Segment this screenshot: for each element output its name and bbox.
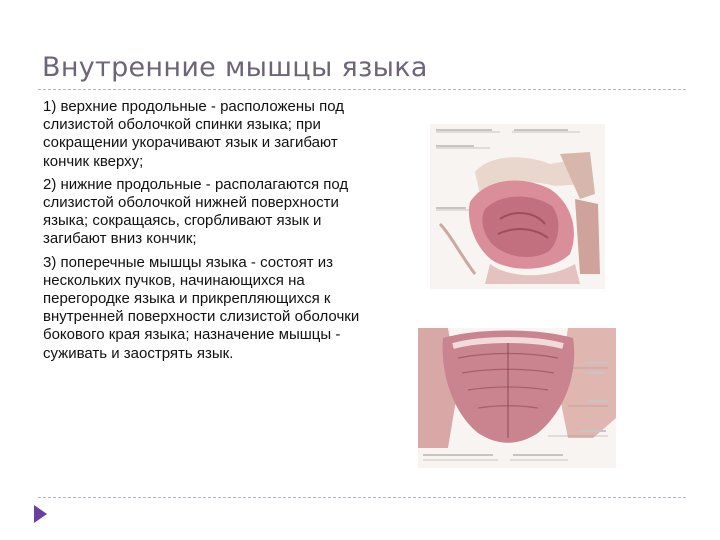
tongue-sagittal-illustration [430, 124, 605, 289]
tongue-coronal-drawing [418, 328, 616, 468]
footer-divider [38, 497, 686, 498]
list-item [43, 176, 373, 249]
tongue-sagittal-drawing [430, 124, 605, 289]
item-number: 3) [43, 253, 57, 271]
item-heading: поперечные мышцы языка [60, 253, 247, 271]
item-separator: - [206, 98, 216, 115]
body-text [43, 98, 373, 368]
slide-title: Внутренние мышцы языка [42, 52, 428, 83]
title-divider [38, 89, 686, 90]
item-text: состоят из нескольких пучков, начинающихся на перегородке языка и прикрепляющихся к внутренней поверхности слизистой оболочки бокового края языка; назначение мышцы - суживать и заострять язык. [43, 253, 360, 362]
list-item [43, 98, 373, 171]
tongue-coronal-illustration [418, 328, 616, 468]
item-text: расположены под слизистой оболочкой спинки языка; при сокращении укорачивают язык и загибают кончик кверху; [43, 98, 344, 170]
item-heading: верхние продольные [60, 98, 207, 115]
item-text: располагаются под слизистой оболочкой нижней поверхности языка; сокращаясь, сгорбливают язык и загибают вниз кончик; [43, 175, 349, 248]
item-heading: нижние продольные [60, 175, 202, 193]
item-separator: - [246, 253, 256, 271]
play-arrow-icon [34, 505, 48, 528]
item-separator: - [201, 175, 211, 193]
item-number: 1) [43, 98, 57, 115]
list-item [43, 254, 373, 363]
item-number: 2) [43, 175, 57, 193]
